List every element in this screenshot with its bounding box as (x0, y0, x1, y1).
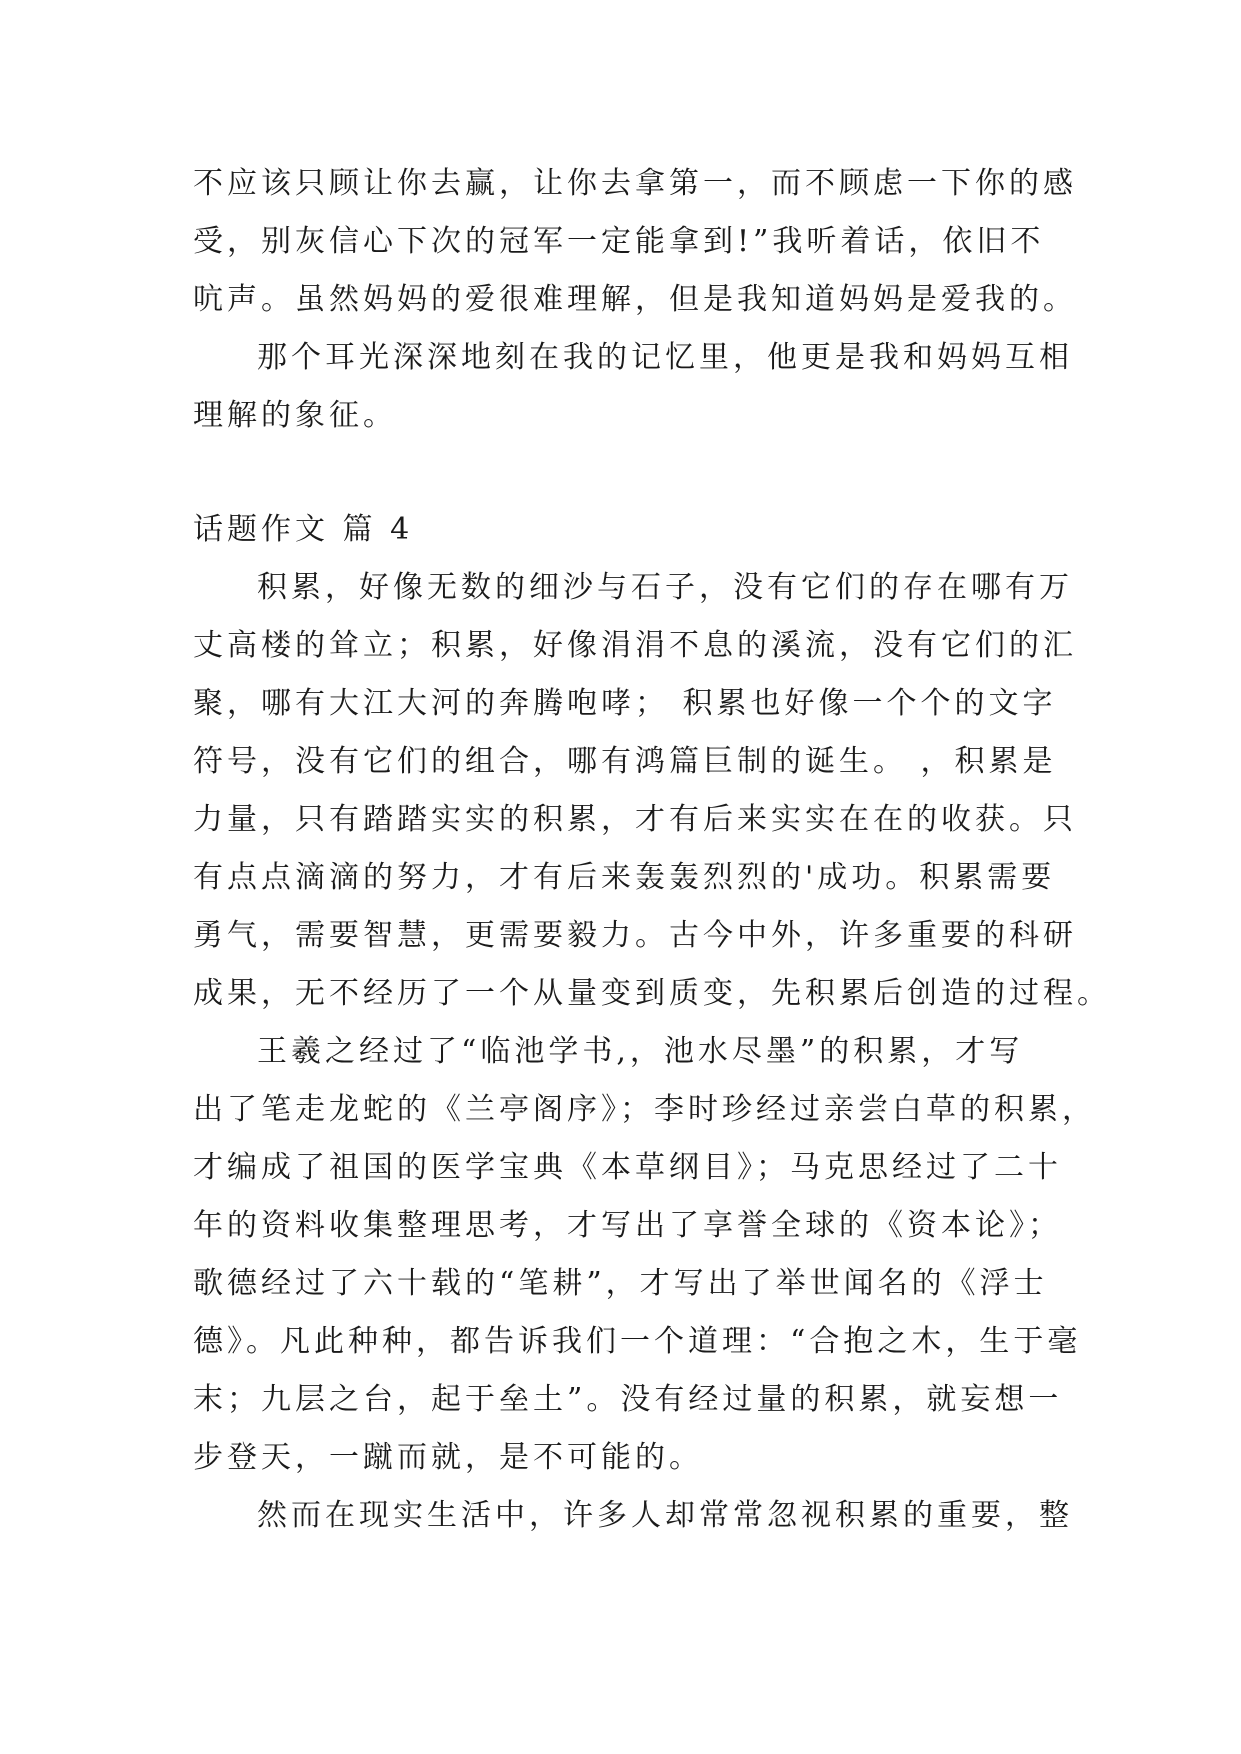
text-line: 德》。凡此种种，都告诉我们一个道理：“合抱之木，生于毫 (193, 1324, 1082, 1359)
text-line: 有点点滴滴的努力，才有后来轰轰烈烈的'成功。积累需要 (193, 860, 1056, 895)
text-line: 王羲之经过了“临池学书,，池水尽墨”的积累，才写 (257, 1034, 1024, 1069)
text-line: 步登天，一蹴而就，是不可能的。 (193, 1440, 703, 1475)
text-line: 然而在现实生活中，许多人却常常忽视积累的重要，整 (257, 1498, 1073, 1533)
text-line: 才编成了祖国的医学宝典《本草纲目》；马克思经过了二十 (193, 1150, 1062, 1185)
section-heading: 话题作文 篇 4 (193, 512, 414, 547)
text-line: 受，别灰信心下次的冠军一定能拿到!”我听着话，依旧不 (193, 224, 1045, 259)
text-line: 出了笔走龙蛇的《兰亭阁序》；李时珍经过亲尝白草的积累， (193, 1092, 1096, 1127)
text-line: 吭声。虽然妈妈的爱很难理解，但是我知道妈妈是爱我的。 (193, 282, 1077, 317)
text-line: 勇气，需要智慧，更需要毅力。古今中外，许多重要的科研 (193, 918, 1077, 953)
text-line: 符号，没有它们的组合，哪有鸿篇巨制的诞生。 ，积累是 (193, 744, 1057, 779)
text-line: 聚，哪有大江大河的奔腾咆哮； 积累也好像一个个的文字 (193, 686, 1057, 721)
text-line: 不应该只顾让你去赢，让你去拿第一，而不顾虑一下你的感 (193, 166, 1077, 201)
text-line: 末；九层之台，起于垒土”。没有经过量的积累，就妄想一 (193, 1382, 1063, 1417)
text-line: 丈高楼的耸立；积累，好像涓涓不息的溪流，没有它们的汇 (193, 628, 1077, 663)
text-line: 理解的象征。 (193, 398, 397, 433)
text-line: 歌德经过了六十载的“笔耕”，才写出了举世闻名的《浮士 (193, 1266, 1048, 1301)
text-line: 力量，只有踏踏实实的积累，才有后来实实在在的收获。只 (193, 802, 1077, 837)
text-line: 年的资料收集整理思考，才写出了享誉全球的《资本论》； (193, 1208, 1062, 1243)
text-line: 成果，无不经历了一个从量变到质变，先积累后创造的过程。 (193, 976, 1111, 1011)
text-line: 积累，好像无数的细沙与石子，没有它们的存在哪有万 (257, 570, 1073, 605)
text-line: 那个耳光深深地刻在我的记忆里，他更是我和妈妈互相 (257, 340, 1073, 375)
